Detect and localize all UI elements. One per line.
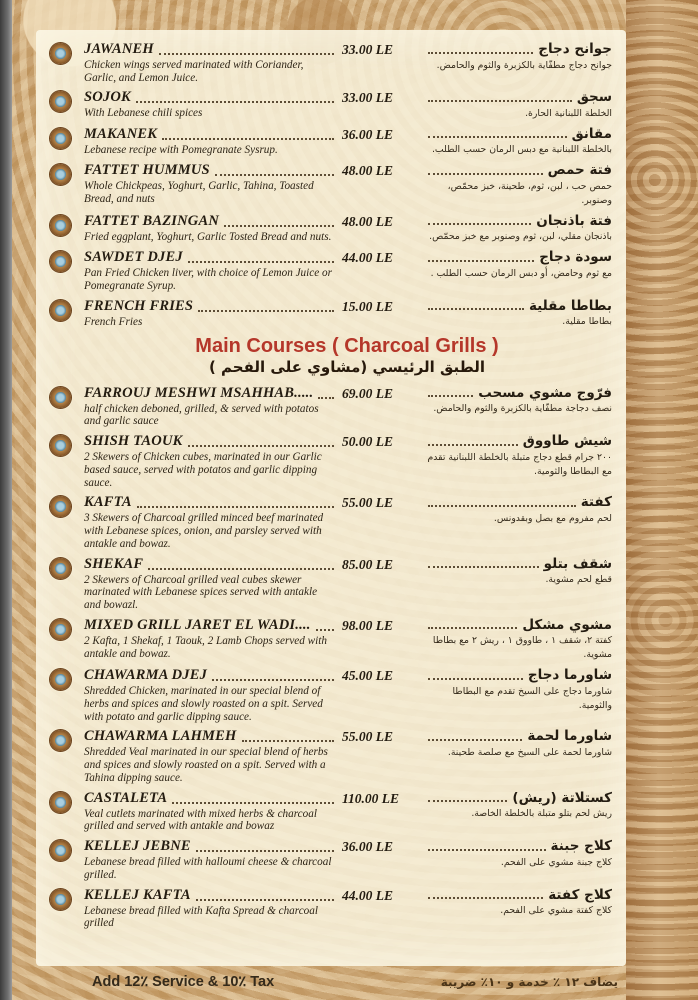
badge-column [50,250,84,272]
menu-item-row [50,839,614,881]
badge-column [50,214,84,236]
dotted-leader [136,101,334,103]
item-desc-ar: ريش لحم بتلو متبلة بالخلطة الخاصة. [471,808,612,820]
item-english-block [84,299,336,329]
item-desc-ar: شاورما لحمة على السيخ مع صلصة طحينة. [447,746,612,758]
item-name-en: SOJOK [84,89,131,106]
item-english-block [84,557,336,612]
badge-column [50,557,84,579]
item-name-en: CASTALETA [84,789,168,806]
menu-item-row [50,557,614,612]
dotted-leader [215,174,334,176]
badge-column [50,299,84,321]
section-heading-ar: الطبق الرئيسي (مشاوي على الفحم ) [208,358,486,377]
item-arabic-block [426,495,614,525]
item-name-en: CHAWARMA DJEJ [84,667,208,684]
menu-item-row [50,791,614,833]
medallion-center [55,501,66,512]
item-name-ar: مشوي مشكل [522,616,612,633]
item-name-en: FARROUJ MESHWI MSAHHAB..... [84,384,314,401]
item-arabic-block [426,668,614,712]
menu-item-row [50,299,614,329]
item-desc-ar: حمص حب ، لبن، ثوم، طحينة، خبز محمّص، وصنوبر. [447,180,612,206]
item-english-block [84,163,336,205]
medallion-center [55,48,66,59]
item-arabic-block [426,434,614,478]
restaurant-medallion-icon [50,164,71,185]
item-english-block [84,668,336,723]
item-desc-ar: جوانح دجاج مطفّاية بالكزبرة والثوم والحامض. [436,59,612,71]
item-name-ar: شاورما لحمة [527,728,612,745]
medallion-center [55,169,66,180]
item-name-en: MAKANEK [84,125,158,142]
dotted-leader [428,173,543,175]
medallion-center [55,96,66,107]
badge-column [50,618,84,640]
menu-item-row [50,163,614,207]
item-desc-en: French Fries [84,315,143,328]
dotted-leader [212,679,334,681]
item-english-block [84,386,336,428]
item-name-ar: سجق [576,89,612,106]
badge-column [50,127,84,149]
item-name-ar: مقانق [571,125,612,142]
dotted-leader [318,397,334,399]
item-name-ar: بطاطا مقلية [528,297,612,314]
item-desc-ar: الخلطة اللبنانية الحارة. [525,107,612,119]
menu-item-row [50,888,614,930]
item-price: 48.00 LE [342,213,394,229]
item-price: 69.00 LE [342,385,394,401]
dotted-leader [188,261,334,263]
item-price: 36.00 LE [342,126,394,142]
item-arabic-block [426,299,614,329]
medallion-center [55,220,66,231]
badge-column [50,495,84,517]
item-desc-ar: نصف دجاجة مطفّاية بالكزبرة والثوم والحامض. [433,403,612,415]
item-desc-ar: بالخلطة اللبنانية مع دبس الرمان حسب الطلب. [431,144,612,156]
menu-paper-panel [36,30,626,966]
item-arabic-block [426,214,614,244]
item-english-block [84,729,336,784]
item-desc-en: Chicken wings served marinated with Coriander, Garlic, and Lemon Juice. [84,58,304,84]
menu-item-row [50,386,614,428]
item-arabic-block [426,386,614,416]
restaurant-medallion-icon [50,496,71,517]
restaurant-medallion-icon [50,840,71,861]
item-english-block [84,90,336,120]
dotted-leader [242,740,335,742]
item-desc-en: Shredded Veal marinated in our special blend of herbs and spices and slowly roasted on a spit. Served with a Tahina dipping sauce. [84,746,328,784]
medallion-center [55,563,66,574]
medallion-center [55,440,66,451]
restaurant-medallion-icon [50,619,71,640]
badge-column [50,42,84,64]
item-english-block [84,214,336,244]
menu-item-row [50,729,614,784]
item-name-en: KELLEJ JEBNE [84,838,191,855]
item-price: 33.00 LE [342,42,394,57]
item-arabic-block [426,127,614,157]
menu-item-row [50,214,614,244]
item-price: 55.00 LE [342,729,394,745]
item-name-en: FRENCH FRIES [84,297,194,314]
item-name-en: FATTET HUMMUS [84,162,210,179]
item-english-block [84,888,336,930]
item-desc-ar: كفتة ٢، شقف ١ ، طاووق ١ ، ريش ٢ مع بطاطا مشوية. [432,635,612,661]
footer-bar [0,968,698,1000]
dotted-leader [428,739,522,741]
menu-item-row [50,668,614,723]
item-arabic-block [426,163,614,207]
item-name-ar: فتة حمص [547,162,612,179]
item-name-ar: كفتة [580,494,612,511]
dotted-leader [316,629,334,631]
medallion-center [55,674,66,685]
badge-column [50,386,84,408]
item-desc-en: 3 Skewers of Charcoal grilled minced beef marinated with Lebanese spices, onion, and parsley served with antakle and bowaz. [84,512,324,550]
item-name-en: JAWANEH [84,41,154,57]
restaurant-medallion-icon [50,669,71,690]
restaurant-medallion-icon [50,889,71,910]
scan-edge-strip [0,0,12,1000]
restaurant-medallion-icon [50,215,71,236]
dotted-leader [428,223,531,225]
menu-item-row [50,495,614,550]
dotted-leader [196,850,334,852]
item-arabic-block [426,729,614,759]
item-english-block [84,791,336,833]
item-english-block [84,42,336,84]
medallion-center [55,256,66,267]
dotted-leader [196,899,334,901]
footer-service-note-ar: يضاف ١٢ ٪ خدمة و ١٠٪ ضريبة [440,975,618,989]
dotted-leader [188,445,335,447]
dotted-leader [428,800,507,802]
item-name-en: CHAWARMA LAHMEH [84,728,237,745]
item-name-ar: شقف بتلو [543,555,612,572]
medallion-center [55,305,66,316]
menu-item-row [50,42,614,84]
item-name-ar: كستلاتة (ريش) [512,789,612,806]
dotted-leader [148,568,334,570]
restaurant-medallion-icon [50,43,71,64]
dotted-leader [137,506,334,508]
item-desc-en: Pan Fried Chicken liver, with choice of Lemon Juice or Pomegranate Syrup. [84,267,332,292]
dotted-leader [428,444,518,446]
decorative-right-band [626,0,698,1000]
item-name-ar: سودة دجاج [539,249,612,266]
item-price: 48.00 LE [342,163,394,179]
menu-item-row [50,618,614,662]
item-price: 44.00 LE [342,250,394,266]
item-name-en: KAFTA [84,494,132,511]
item-desc-en: Lebanese bread filled with Kafta Spread & charcoal grilled [84,904,318,930]
item-arabic-block [426,839,614,869]
restaurant-medallion-icon [50,128,71,149]
item-desc-en: Veal cutlets marinated with mixed herbs & charcoal grilled and served with antakle and bowaz [84,807,317,833]
dotted-leader [428,395,473,397]
badge-column [50,163,84,185]
item-name-en: SHEKAF [84,555,144,572]
footer-service-note-en: Add 12٪ Service & 10٪ Tax [92,974,275,990]
items-section-top [50,42,614,329]
item-arabic-block [426,250,614,280]
item-name-ar: شاورما دجاج [527,667,612,684]
item-arabic-block [426,90,614,120]
item-desc-en: Fried eggplant, Yoghurt, Garlic Tosted Bread and nuts. [84,230,332,243]
item-arabic-block [426,888,614,918]
item-english-block [84,618,336,660]
restaurant-medallion-icon [50,558,71,579]
item-english-block [84,495,336,550]
badge-column [50,839,84,861]
item-name-en: SHISH TAOUK [84,433,183,450]
item-name-ar: جوانح دجاج [538,41,612,57]
item-name-ar: فتة باذنجان [536,212,612,229]
item-name-en: KELLEJ KAFTA [84,886,191,903]
restaurant-medallion-icon [50,300,71,321]
section-heading-en: Main Courses ( Charcoal Grills ) [195,335,499,358]
item-price: 44.00 LE [342,887,394,903]
badge-column [50,434,84,456]
item-english-block [84,839,336,881]
dotted-leader [224,225,334,227]
item-price: 110.00 LE [342,790,400,806]
dotted-leader [159,53,334,55]
medallion-center [55,624,66,635]
item-price: 50.00 LE [342,434,394,450]
medallion-center [55,735,66,746]
dotted-leader [428,52,533,54]
item-price: 85.00 LE [342,556,394,572]
restaurant-medallion-icon [50,91,71,112]
restaurant-medallion-icon [50,435,71,456]
badge-column [50,729,84,751]
dotted-leader [428,627,517,629]
item-price: 98.00 LE [342,617,394,633]
item-english-block [84,434,336,489]
section-heading [80,335,614,378]
item-name-ar: شيش طاووق [522,433,612,450]
item-desc-ar: مع ثوم وحامض، أو دبس الرمان حسب الطلب . [430,267,612,279]
item-name-en: MIXED GRILL JARET EL WADI.... [84,616,311,633]
badge-column [50,888,84,910]
dotted-leader [172,802,334,804]
dotted-leader [428,100,572,102]
restaurant-medallion-icon [50,730,71,751]
restaurant-medallion-icon [50,792,71,813]
medallion-center [55,392,66,403]
item-english-block [84,127,336,157]
item-desc-en: Lebanese recipe with Pomegranate Sysrup. [84,143,278,156]
item-arabic-block [426,42,614,72]
item-desc-ar: شاورما دجاج على السيخ تقدم مع البطاطا والثومية. [452,685,612,711]
badge-column [50,668,84,690]
medallion-center [55,894,66,905]
dotted-leader [428,678,523,680]
dotted-leader [428,136,567,138]
restaurant-medallion-icon [50,251,71,272]
item-desc-en: half chicken deboned, grilled, & served with potatos and garlic sauce [84,402,319,428]
item-desc-ar: كلاج كفتة مشوي على الفحم. [500,905,612,917]
item-desc-ar: كلاج جبنة مشوي على الفحم. [500,856,612,868]
item-name-en: FATTET BAZINGAN [84,212,220,229]
badge-column [50,791,84,813]
item-price: 45.00 LE [342,668,394,684]
item-desc-ar: بطاطا مقلية. [562,316,612,328]
item-name-ar: كلاج كفتة [548,886,612,903]
item-desc-ar: ٢٠٠ جرام قطع دجاج متبلة بالخلطة اللبنانية تقدم مع البطاطا والثومية. [427,451,612,477]
item-desc-en: 2 Kafta, 1 Shekaf, 1 Taouk, 2 Lamb Chops served with antakle and bowaz. [84,634,327,660]
dotted-leader [428,260,534,262]
items-section-main [50,386,614,930]
badge-column [50,90,84,112]
item-arabic-block [426,618,614,662]
item-price: 15.00 LE [342,298,394,314]
restaurant-medallion-icon [50,387,71,408]
item-desc-ar: باذنجان مقلي، لبن، ثوم وصنوبر مع خبز محمّص. [429,231,612,243]
item-desc-en: Lebanese bread filled with halloumi cheese & charcoal grilled. [84,856,332,881]
medallion-center [55,845,66,856]
item-arabic-block [426,791,614,821]
item-desc-en: 2 Skewers of Charcoal grilled veal cubes skewer marinated with Lebanese spices served with antakle and bowazl. [84,573,318,612]
medallion-center [55,133,66,144]
item-desc-en: Shredded Chicken, marinated in our special blend of herbs and spices and slowly roasted on a spit. Served with potato and garlic dipping sauce. [84,685,323,723]
item-price: 55.00 LE [342,495,394,511]
dotted-leader [428,505,576,507]
menu-item-row [50,90,614,120]
dotted-leader [428,897,543,899]
dotted-leader [428,849,546,851]
dotted-leader [198,310,334,312]
dotted-leader [428,308,524,310]
item-price: 36.00 LE [342,839,394,855]
item-desc-ar: لحم مفروم مع بصل وبقدونس. [493,512,612,524]
menu-item-row [50,250,614,292]
item-arabic-block [426,557,614,587]
item-desc-ar: قطع لحم مشوية. [545,574,612,586]
dotted-leader [428,566,539,568]
dotted-leader [162,138,334,140]
item-price: 33.00 LE [342,90,394,106]
item-name-ar: فرّوج مشوي مسحب [478,384,612,401]
item-name-en: SAWDET DJEJ [84,249,183,266]
medallion-center [55,797,66,808]
item-name-ar: كلاج جبنة [550,838,612,855]
menu-item-row [50,127,614,157]
item-desc-en: Whole Chickpeas, Yoghurt, Garlic, Tahina, Toasted Bread, and nuts [84,180,314,206]
item-english-block [84,250,336,292]
menu-item-row [50,434,614,489]
item-desc-en: With Lebanese chili spices [84,107,203,120]
item-desc-en: 2 Skewers of Chicken cubes, marinated in our Garlic based sauce, served with potatos and garlic dipping sauce. [84,451,322,489]
